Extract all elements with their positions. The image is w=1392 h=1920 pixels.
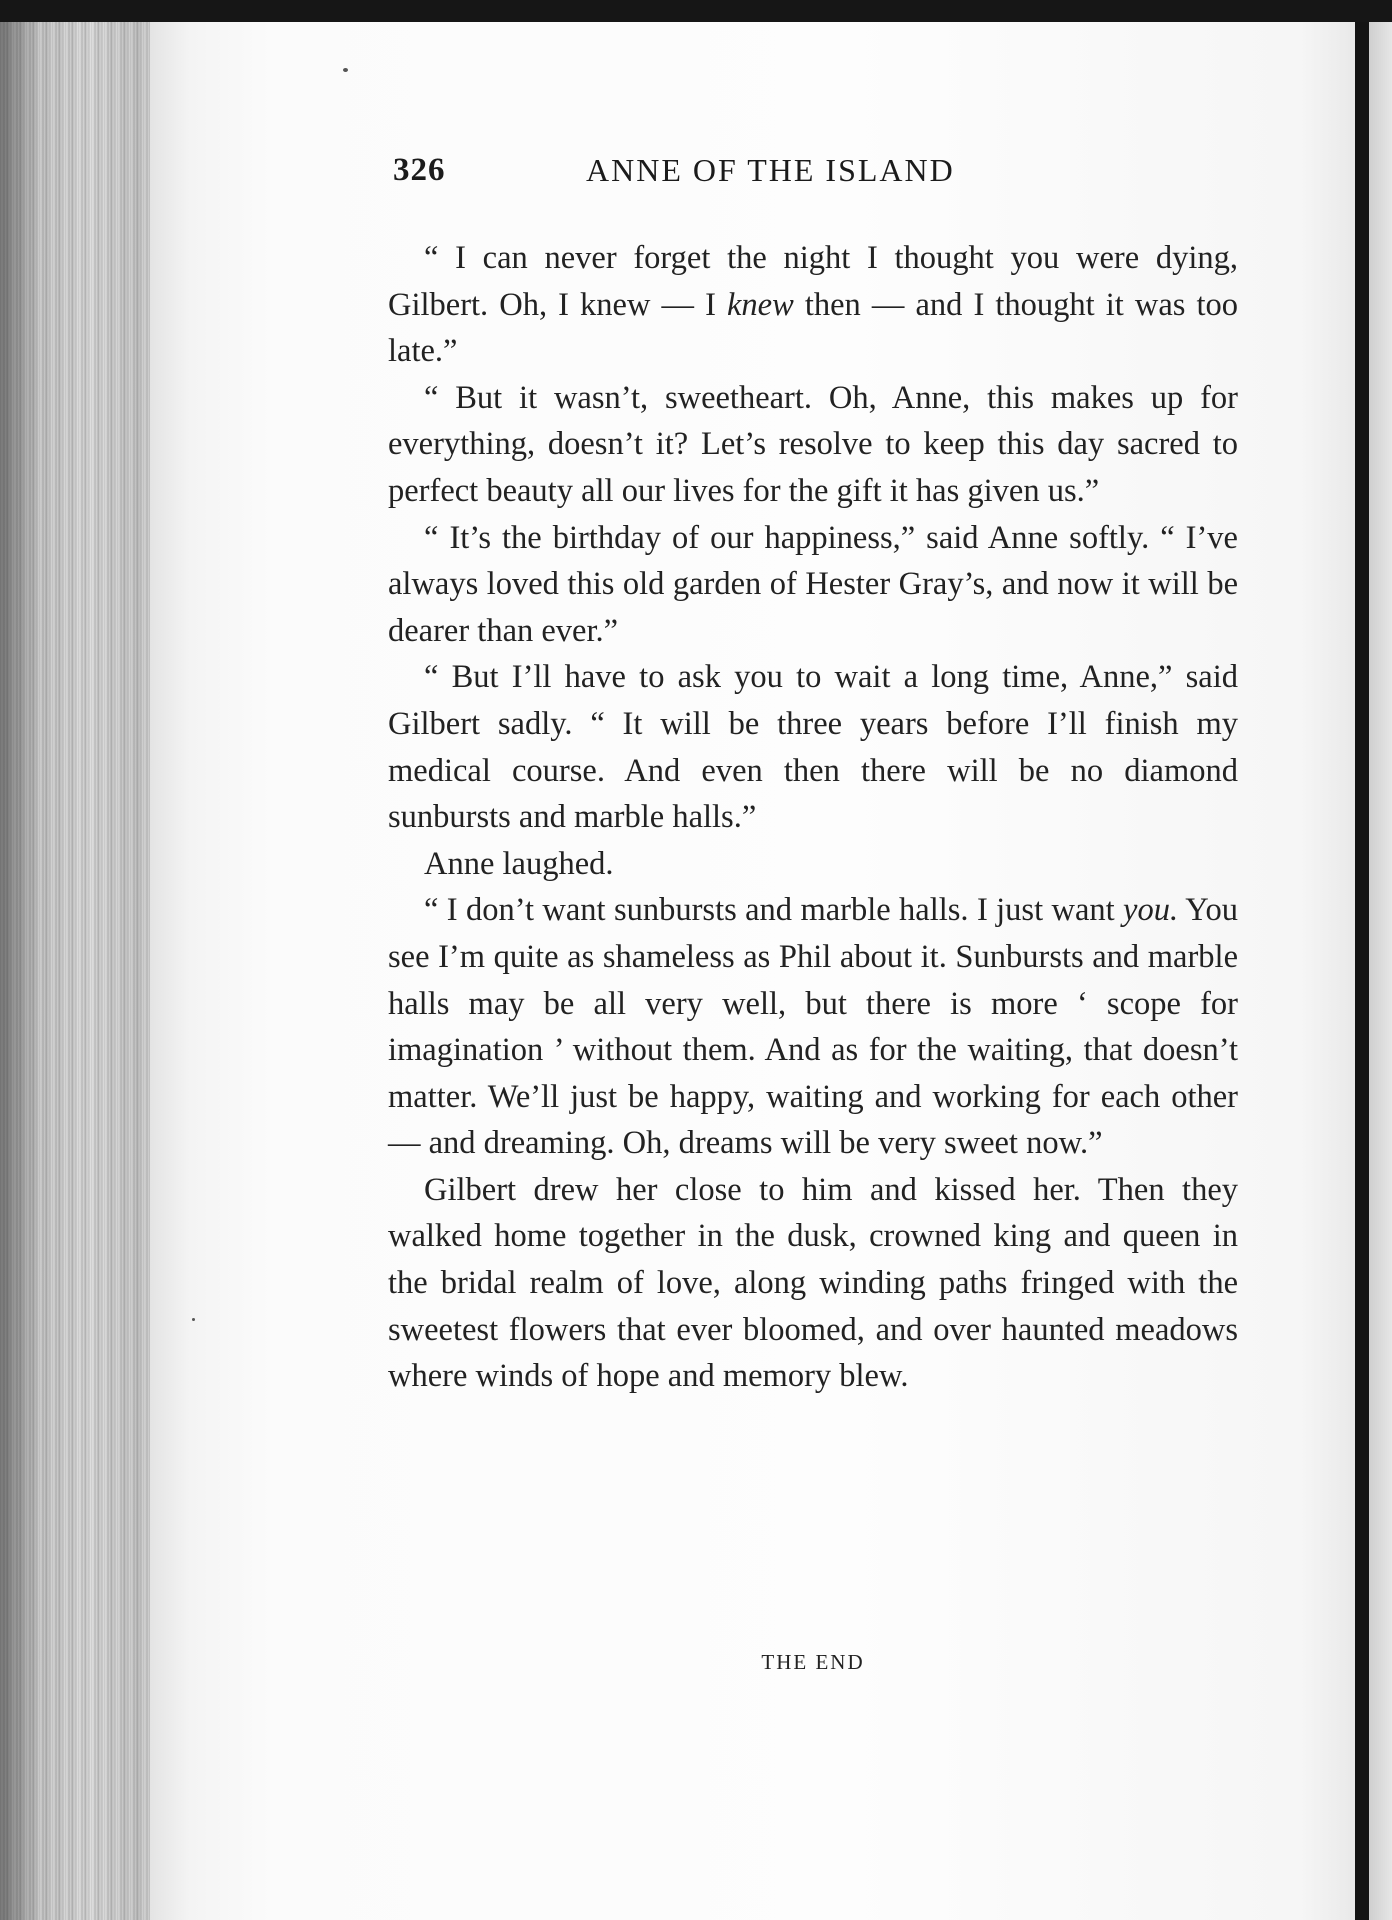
page-number: 326 — [393, 152, 446, 188]
paragraph: “ But it wasn’t, sweetheart. Oh, Anne, this makes up for everything, doesn’t it? Let’s resolve to keep this day sacred to perfect beauty all our lives for the gift it has given us.” — [388, 379, 1238, 509]
paragraph: Gilbert drew her close to him and kissed her. Then they walked home together in the dusk, crowned king and queen in the bridal realm of love, along winding paths fringed with the sweetest flowers that ever bloomed, and over haunted meadows where winds of hope and memory blew. — [388, 1171, 1238, 1395]
paragraph: “ But I’ll have to ask you to wait a long time, Anne,” said Gilbert sadly. “ It will be three years before I’ll finish my medical course. And even then there will be no diamond sunbursts and marble halls.” — [388, 659, 1238, 836]
paragraph: Anne laughed. — [424, 845, 614, 882]
body-text — [388, 235, 1238, 1400]
emphasis: you. — [1123, 892, 1179, 929]
page-fore-edge — [0, 22, 165, 1920]
running-head — [393, 152, 1053, 202]
paragraph: “ It’s the birthday of our happiness,” said Anne softly. “ I’ve always loved this old garden of Hester Gray’s, and now it will be dearer than ever.” — [388, 519, 1238, 649]
paragraph: “ I don’t want sunbursts and marble halls. I just want you. You see I’m quite as shameless as Phil about it. Sunbursts and marble halls may be all very well, but there is more ‘ scope for imagination ’ without them. And as for the waiting, that doesn’t matter. We’ll just be happy, waiting and working for each other — and dreaming. Oh, dreams will be very sweet now.” — [388, 892, 1239, 1162]
end-mark: THE END — [761, 1650, 865, 1674]
book-cover-edge — [1355, 22, 1392, 1920]
emphasis: knew — [727, 286, 794, 323]
book-top-edge — [0, 0, 1392, 22]
book-title: ANNE OF THE ISLAND — [586, 152, 955, 188]
paragraph: “ I can never forget the night I thought you were dying, Gilbert. Oh, I knew — I knew then — and I thought it was too late.” — [388, 240, 1238, 370]
ink-speck — [343, 68, 348, 72]
ink-speck — [192, 1318, 195, 1321]
